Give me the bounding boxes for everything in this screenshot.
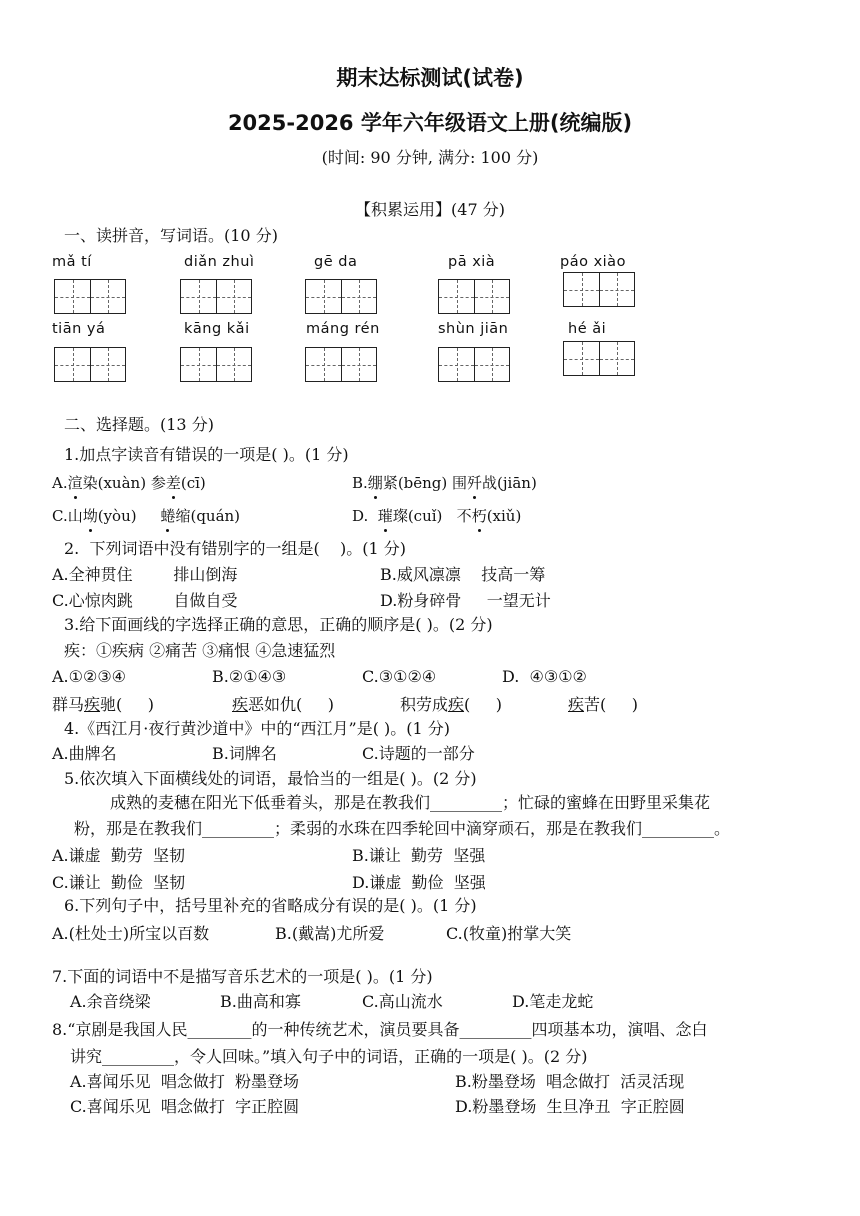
q5-option-d[interactable]: D.谦虚 勤俭 坚强 [352,873,486,892]
writing-grid[interactable] [563,272,635,307]
option-text: A. [52,474,68,492]
q5-option-c[interactable]: C.谦让 勤俭 坚韧 [52,873,186,892]
q4-stem: 4.《西江月·夜行黄沙道中》中的“西江月”是( )。(1 分) [64,719,451,738]
word-text: 苦( ) [584,695,638,714]
pinyin-label: páo xiào [560,254,626,270]
q6-stem: 6.下列句子中，括号里补充的省略成分有误的是( )。(1 分) [64,896,477,915]
exam-title: 期末达标测试(试卷) [336,66,524,90]
writing-grid[interactable] [180,347,252,382]
option-text: (xiǔ) [486,507,522,525]
dotted-char: 渲 [67,474,83,492]
writing-grid[interactable] [305,347,377,382]
q3-option-a[interactable]: A.①②③④ [52,667,127,686]
pinyin-label: hé ǎi [568,321,607,337]
word-text: 群马 [52,695,85,714]
word-text: 积劳成 [400,695,449,714]
option-text: 璨(cuǐ) 不 [392,507,472,525]
q2-option-c[interactable]: C.心惊肉跳 自做自受 [52,591,238,610]
underlined-char: 疾 [448,695,465,714]
option-text: (cī) [180,474,206,492]
q3-word-2 [232,692,334,715]
writing-grid[interactable] [438,279,510,314]
underlined-char: 疾 [568,695,585,714]
q2-option-b[interactable]: B.威风凛凛 技高一筹 [380,565,546,584]
option-text: 缩(quán) [175,507,241,525]
option-text: (yòu) [97,507,161,525]
dotted-char: 蜷 [160,507,176,525]
dotted-char: 朽 [471,507,487,525]
word-text: 驰( ) [100,695,154,714]
time-note: (时间: 90 分钟, 满分: 100 分) [321,148,539,167]
q3-stem: 3.给下面画线的字选择正确的意思，正确的顺序是( )。(2 分) [64,615,493,634]
word-text: ( ) [464,695,502,714]
option-text: C.山 [52,507,83,525]
option-text: D. [352,507,378,525]
q8-option-c[interactable]: C.喜闻乐见 唱念做打 字正腔圆 [70,1097,300,1116]
q6-option-b[interactable]: B.(戴嵩)尤所爱 [275,924,385,943]
q5-option-b[interactable]: B.谦让 勤劳 坚强 [352,846,486,865]
q8-option-a[interactable]: A.喜闻乐见 唱念做打 粉墨登场 [70,1072,299,1091]
pinyin-label: diǎn zhuì [184,254,255,270]
q1-option-a[interactable] [52,472,206,493]
exam-subtitle: 2025-2026 学年六年级语文上册(统编版) [227,111,633,135]
pinyin-label: gē da [314,254,358,270]
q6-option-c[interactable]: C.(牧童)拊掌大笑 [446,924,572,943]
writing-grid[interactable] [180,279,252,314]
q5-passage-line2: 粉，那是在教我们_________；柔弱的水珠在四季轮回中滴穿顽石，那是在教我们_________。 [74,819,731,838]
q3-word-4 [568,692,638,715]
q8-option-b[interactable]: B.粉墨登场 唱念做打 活灵活现 [455,1072,685,1091]
q1-option-c[interactable] [52,505,240,526]
q7-option-d[interactable]: D.笔走龙蛇 [512,992,594,1011]
dotted-char: 歼 [467,474,483,492]
q8-option-d[interactable]: D.粉墨登场 生旦净丑 字正腔圆 [455,1097,685,1116]
section-heading: 【积累运用】(47 分) [355,200,505,219]
pinyin-label: máng rén [306,321,380,337]
pinyin-label: kāng kǎi [184,321,250,337]
q1-stem: 1.加点字读音有错误的一项是( )。(1 分) [64,445,349,464]
option-text: 紧(bēng) 围 [382,474,468,492]
writing-grid[interactable] [438,347,510,382]
writing-grid[interactable] [563,341,635,376]
q2-option-d[interactable]: D.粉身碎骨 一望无计 [380,591,551,610]
pinyin-label: shùn jiān [438,321,509,337]
part2-heading: 二、选择题。(13 分) [64,415,214,434]
q4-option-c[interactable]: C.诗题的一部分 [362,744,475,763]
dotted-char: 差 [165,474,181,492]
option-text: 战(jiān) [482,474,537,492]
q3-word-1 [52,692,154,715]
q1-option-d[interactable] [352,505,521,526]
part1-heading: 一、读拼音，写词语。(10 分) [64,226,278,245]
pinyin-label: tiān yá [52,321,106,337]
q7-option-b[interactable]: B.曲高和寡 [220,992,301,1011]
q2-option-a[interactable]: A.全神贯住 排山倒海 [52,565,238,584]
q8-stem-line1: 8.“京剧是我国人民________的一种传统艺术，演员要具备_________四项基本功，演唱、念白 [52,1020,708,1039]
option-text: B. [352,474,368,492]
dotted-char: 绷 [367,474,383,492]
q4-option-a[interactable]: A.曲牌名 [52,744,117,763]
pinyin-label: pā xià [448,254,496,270]
option-text: 染(xuàn) 参 [82,474,166,492]
q4-option-b[interactable]: B.词牌名 [212,744,277,763]
writing-grid[interactable] [54,279,126,314]
q3-meanings: 疾：①疾病 ②痛苦 ③痛恨 ④急速猛烈 [64,641,336,660]
q2-stem: 2. 下列词语中没有错别字的一组是( )。(1 分) [64,539,407,558]
writing-grid[interactable] [305,279,377,314]
dotted-char: 璀 [377,507,393,525]
q5-passage-line1: 成熟的麦穗在阳光下低垂着头，那是在教我们_________；忙碌的蜜蜂在田野里采集花 [110,793,711,812]
writing-grid[interactable] [54,347,126,382]
dotted-char: 坳 [82,507,98,525]
q3-option-d[interactable]: D. ④③①② [502,667,587,686]
q3-option-c[interactable]: C.③①②④ [362,667,437,686]
pinyin-label: mǎ tí [52,254,92,270]
q3-word-3 [400,692,502,715]
word-text: 恶如仇( ) [248,695,334,714]
underlined-char: 疾 [84,695,101,714]
q8-stem-line2: 讲究_________，令人回味。”填入句子中的词语，正确的一项是( )。(2 分) [70,1047,588,1066]
underlined-char: 疾 [232,695,249,714]
q1-option-b[interactable] [352,472,537,493]
q3-option-b[interactable]: B.②①④③ [212,667,287,686]
q5-option-a[interactable]: A.谦虚 勤劳 坚韧 [52,846,185,865]
q7-option-a[interactable]: A.余音绕梁 [70,992,151,1011]
q7-stem: 7.下面的词语中不是描写音乐艺术的一项是( )。(1 分) [52,967,433,986]
q7-option-c[interactable]: C.高山流水 [362,992,443,1011]
q6-option-a[interactable]: A.(杜处士)所宝以百数 [52,924,210,943]
q5-stem: 5.依次填入下面横线处的词语，最恰当的一组是( )。(2 分) [64,769,477,788]
